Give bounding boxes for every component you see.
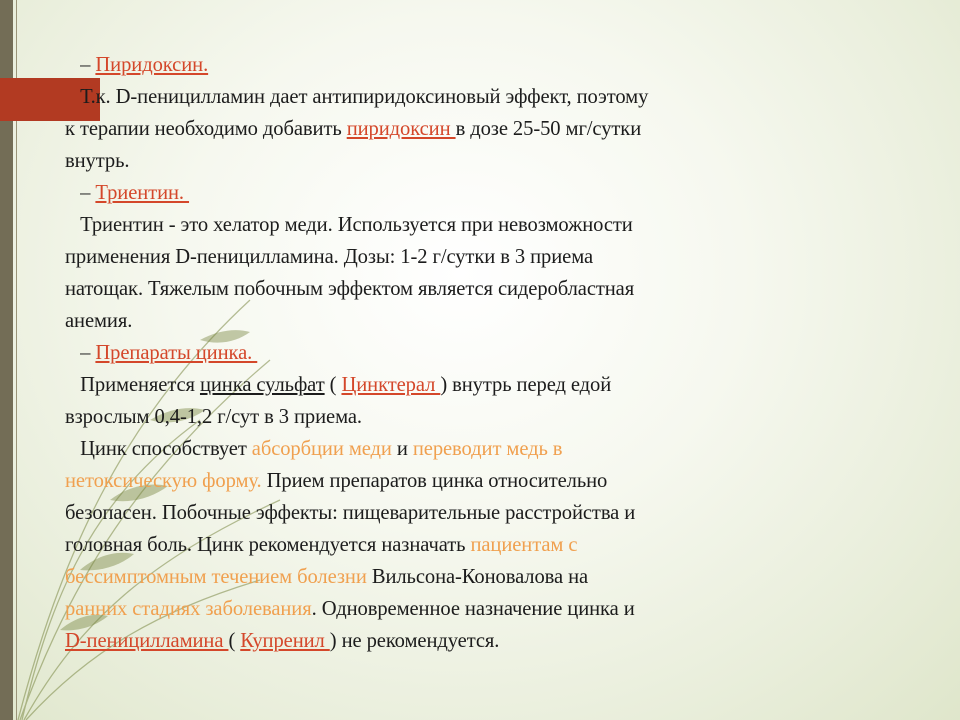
text-run: Цинк способствует — [65, 438, 252, 460]
text-run: применения D-пеницилламина. Дозы: 1-2 г/сутки в 3 приема — [65, 246, 594, 268]
text-line — [65, 337, 855, 369]
text-run: к терапии необходимо добавить — [65, 118, 347, 140]
text-run: ( — [228, 630, 241, 652]
text-line — [65, 273, 855, 305]
hyperlink[interactable]: Пиридоксин. — [95, 54, 209, 76]
text-run: и — [391, 438, 413, 460]
text-line — [65, 561, 855, 593]
text-run: Т.к. D-пеницилламин дает антипиридоксиновый эффект, поэтому — [65, 86, 649, 108]
text-line — [65, 593, 855, 625]
text-line — [65, 209, 855, 241]
text-run: головная боль. Цинк рекомендуется назначать — [65, 534, 471, 556]
hyperlink[interactable]: Цинктерал — [341, 374, 441, 396]
text-line — [65, 241, 855, 273]
highlighted-text: ранних стадиях заболевания — [65, 598, 312, 620]
text-line — [65, 401, 855, 433]
list-dash: – — [65, 54, 96, 76]
hyperlink[interactable]: Купренил — [240, 630, 330, 652]
hyperlink[interactable]: Триентин. — [95, 182, 190, 204]
list-dash: – — [65, 342, 96, 364]
slide-text-body — [65, 49, 855, 657]
text-line — [65, 177, 855, 209]
text-run: Вильсона-Коновалова на — [366, 566, 589, 588]
text-run: безопасен. Побочные эффекты: пищеварительные расстройства и — [65, 502, 636, 524]
highlighted-text: бессимптомным течением болезни — [65, 566, 367, 588]
text-run: взрослым 0,4-1,2 г/сут в 3 приема. — [65, 406, 362, 428]
text-line — [65, 145, 855, 177]
underlined-text: цинка сульфат — [199, 374, 325, 396]
text-line — [65, 433, 855, 465]
text-line — [65, 305, 855, 337]
text-line — [65, 369, 855, 401]
text-line — [65, 465, 855, 497]
highlighted-text: абсорбции меди — [251, 438, 392, 460]
text-run: ) внутрь перед едой — [440, 374, 612, 396]
text-run: натощак. Тяжелым побочным эффектом является сидеробластная — [65, 278, 635, 300]
text-line — [65, 529, 855, 561]
hyperlink[interactable]: Препараты цинка. — [95, 342, 258, 364]
list-dash: – — [65, 182, 96, 204]
hyperlink[interactable]: пиридоксин — [346, 118, 456, 140]
text-line — [65, 49, 855, 81]
text-run: ) не рекомендуется. — [329, 630, 500, 652]
text-run: Триентин - это хелатор меди. Используется при невозможности — [65, 214, 633, 236]
text-run: Применяется — [65, 374, 200, 396]
text-line — [65, 113, 855, 145]
text-line — [65, 81, 855, 113]
text-line — [65, 497, 855, 529]
highlighted-text: переводит медь в — [412, 438, 563, 460]
text-run: ( — [324, 374, 342, 396]
hyperlink[interactable]: D-пеницилламина — [65, 630, 229, 652]
text-run: . Одновременное назначение цинка и — [311, 598, 635, 620]
text-run: Прием препаратов цинка относительно — [261, 470, 608, 492]
text-run: внутрь. — [65, 150, 130, 172]
text-run: в дозе 25-50 мг/сутки — [455, 118, 642, 140]
highlighted-text: пациентам с — [470, 534, 578, 556]
text-run: анемия. — [65, 310, 133, 332]
text-line — [65, 625, 855, 657]
highlighted-text: нетоксическую форму. — [65, 470, 262, 492]
